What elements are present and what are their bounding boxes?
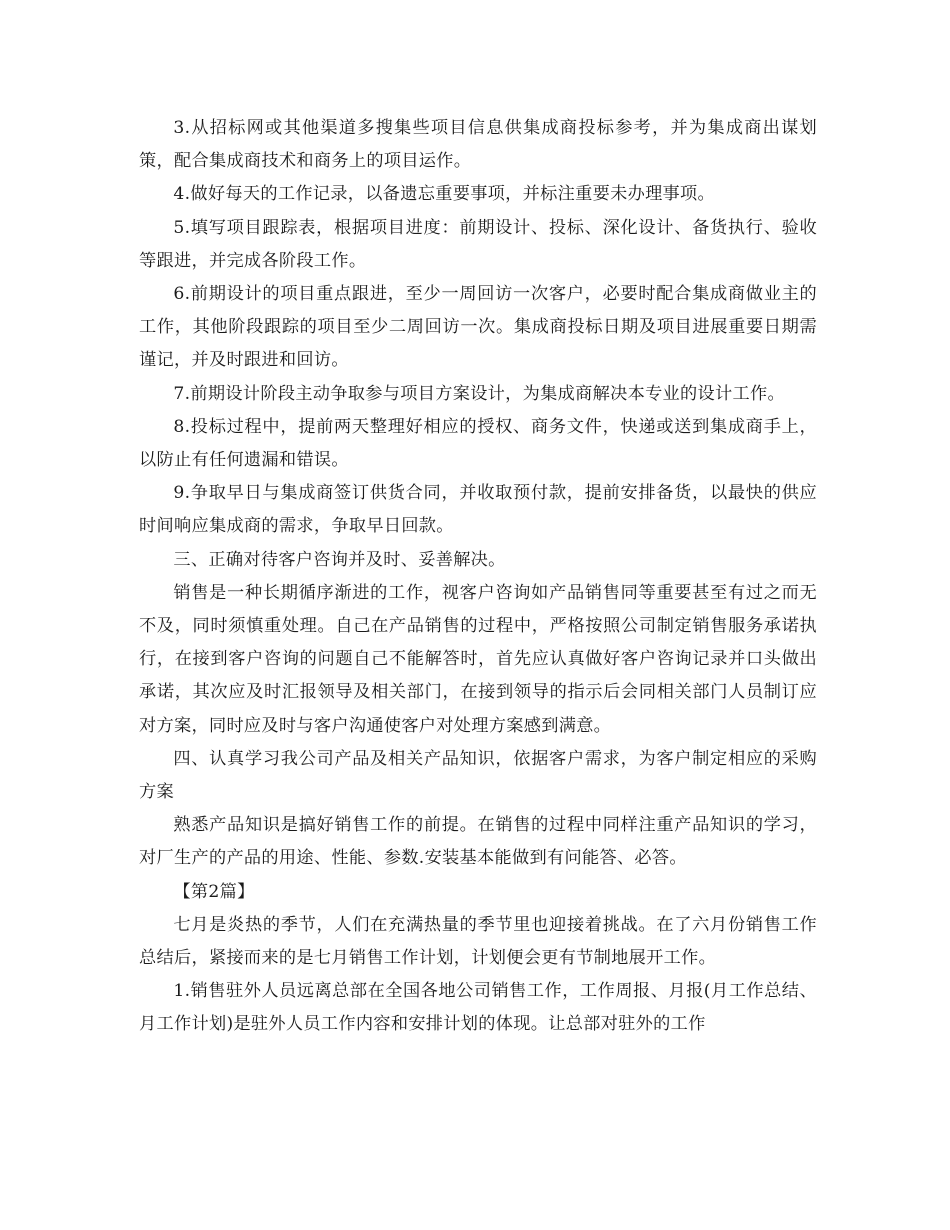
paragraph-item-1: 1.销售驻外人员远离总部在全国各地公司销售工作，工作周报、月报(月工作总结、月工作计划)是驻外人员工作内容和安排计划的体现。让总部对驻外的工作 <box>139 981 817 1035</box>
section-heading-three: 三、正确对待客户咨询并及时、妥善解决。 <box>173 549 506 570</box>
document-body <box>139 112 817 1042</box>
section-heading-four: 四、认真学习我公司产品及相关产品知识，依据客户需求，为客户制定相应的采购方案 <box>139 748 817 803</box>
paragraph-item-4: 4.做好每天的工作记录，以备遗忘重要事项，并标注重要未办理事项。 <box>173 184 716 205</box>
paragraph-item-9: 9.争取早日与集成商签订供货合同，并收取预付款，提前安排备货，以最快的供应时间响应集成商的需求，争取早日回款。 <box>139 483 817 537</box>
paragraph-product-knowledge: 熟悉产品知识是搞好销售工作的前提。在销售的过程中同样注重产品知识的学习，对厂生产的产品的用途、性能、参数.安装基本能做到有问能答、必答。 <box>139 815 817 869</box>
paragraph-item-7: 7.前期设计阶段主动争取参与项目方案设计，为集成商解决本专业的设计工作。 <box>173 383 785 404</box>
chapter-heading-part-2: 【第2篇】 <box>173 881 255 902</box>
paragraph-item-6: 6.前期设计的项目重点跟进，至少一周回访一次客户，必要时配合集成商做业主的工作，其他阶段跟踪的项目至少二周回访一次。集成商投标日期及项目进展重要日期需谨记，并及时跟进和回访。 <box>139 284 817 371</box>
paragraph-july-intro: 七月是炎热的季节，人们在充满热量的季节里也迎接着挑战。在了六月份销售工作总结后，紧接而来的是七月销售工作计划，计划便会更有节制地展开工作。 <box>139 914 817 969</box>
paragraph-item-8: 8.投标过程中，提前两天整理好相应的授权、商务文件，快递或送到集成商手上，以防止有任何遗漏和错误。 <box>139 416 817 471</box>
paragraph-customer-consulting: 销售是一种长期循序渐进的工作，视客户咨询如产品销售同等重要甚至有过之而无不及，同时须慎重处理。自己在产品销售的过程中，严格按照公司制定销售服务承诺执行，在接到客户咨询的问题自己不能解答时，首先应认真做好客户咨询记录并口头做出承诺，其次应及时汇报领导及相关部门，在接到领导的指示后会同相关部门人员制订应对方案，同时应及时与客户沟通使客户对处理方案感到满意。 <box>139 582 817 736</box>
paragraph-item-5: 5.填写项目跟踪表，根据项目进度：前期设计、投标、深化设计、备货执行、验收等跟进，并完成各阶段工作。 <box>139 217 817 271</box>
paragraph-item-3: 3.从招标网或其他渠道多搜集些项目信息供集成商投标参考，并为集成商出谋划策，配合集成商技术和商务上的项目运作。 <box>139 118 817 172</box>
